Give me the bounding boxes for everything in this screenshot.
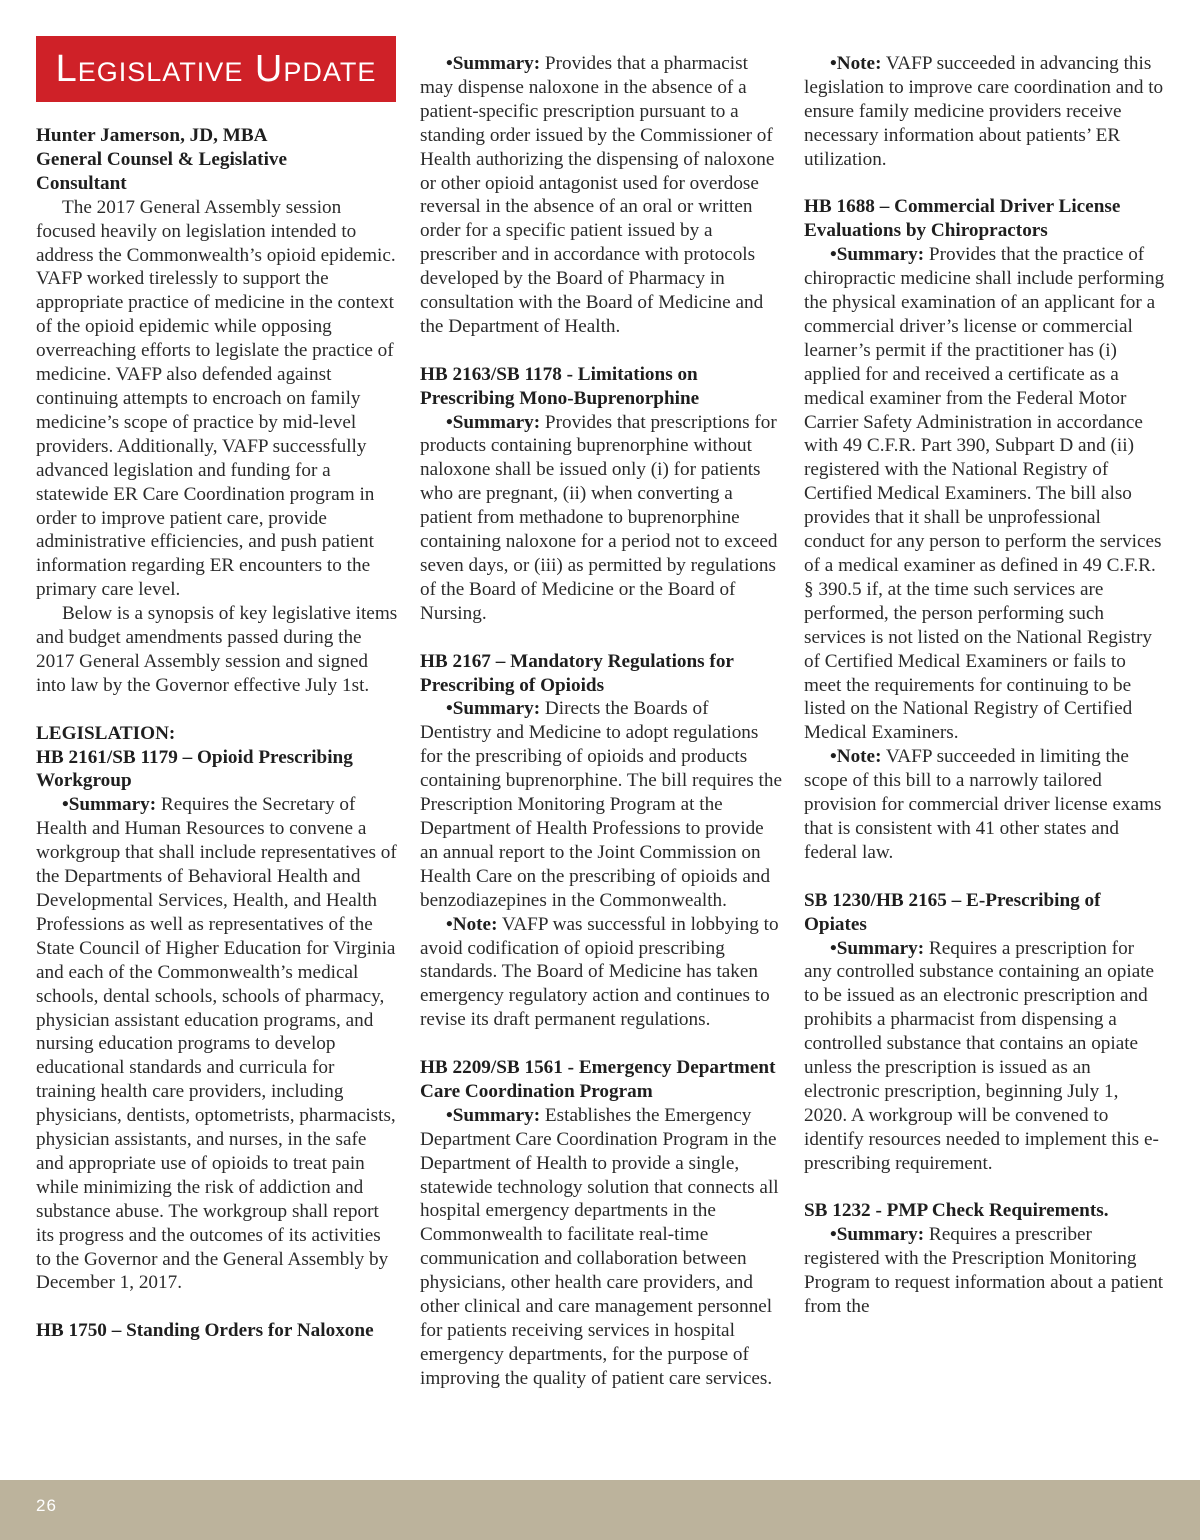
bill-summary-hb2161 xyxy=(36,793,398,1295)
intro-paragraph-1: The 2017 General Assembly session focused heavily on legislation intended to address the Commonwealth’s opioid epidemic. VAFP worked tirelessly to support the appropriate practice of medicine in the context of the opioid epidemic while opposing overreaching efforts to legislate the practice of medicine. VAFP also defended against continuing attempts to encroach on family medicine’s scope of practice by mid-level providers. Additionally, VAFP successfully advanced legislation and funding for a statewide ER Care Coordination program in order to improve patient care, provide administrative efficiencies, and push patient information regarding ER encounters to the primary care level. xyxy=(36,196,396,601)
bill-summary-hb2209 xyxy=(420,1104,782,1391)
author-name: Hunter Jamerson, JD, MBA xyxy=(36,125,268,146)
bill-summary-hb1688 xyxy=(804,243,1166,745)
summary-text: Directs the Boards of Dentistry and Medicine to adopt regulations for the prescribing of opioids and products containing buprenorphine. The bill requires the Prescription Monitoring Program at the Department of Health Professions to provide an annual report to the Joint Commission on Health Care on the prescribing of opioids and benzodiazepines in the Commonwealth. xyxy=(420,698,782,911)
bill-summary-sb1230 xyxy=(804,937,1166,1176)
bill-title-sb1232: SB 1232 - PMP Check Requirements. xyxy=(804,1200,1109,1222)
bill-summary-sb1232 xyxy=(804,1223,1166,1319)
section-banner xyxy=(36,36,396,102)
summary-label: •Summary: xyxy=(446,53,541,74)
bill-title-hb1688: HB 1688 – Commercial Driver License Evaluations by Chiropractors xyxy=(804,196,1121,242)
summary-text: Provides that the practice of chiropractic medicine shall include performing the physical examination of an applicant for a commercial driver’s license or commercial learner’s permit if the practitioner has (i) applied for and received a certificate as a medical examiner from the Federal Motor Carrier Safety Administration in accordance with 49 C.F.R. Part 390, Subpart D and (ii) registered with the National Registry of Certified Medical Examiners. The bill also provides that it shall be unprofessional conduct for any person to perform the services of a medical examiner as defined in 49 C.F.R. § 390.5 if, at the time such services are performed, the person performing such services is not listed on the National Registry of Certified Medical Examiners or fails to meet the requirements for continuing to be listed on the National Registry of Certified Medical Examiners. xyxy=(804,244,1165,744)
bill-note-hb2209 xyxy=(804,52,1166,172)
note-label: •Note: xyxy=(446,913,498,935)
summary-label: •Summary: xyxy=(830,937,925,959)
column-1 xyxy=(36,124,398,1343)
note-text: VAFP was successful in lobbying to avoid codification of opioid prescribing standards. The Board of Medicine has taken emergency regulatory action and continues to revise its draft permanent regulations. xyxy=(420,913,779,1031)
bill-note-hb1688 xyxy=(804,745,1166,865)
bill-summary-hb2163 xyxy=(420,411,782,626)
legislation-heading: LEGISLATION: xyxy=(36,722,176,744)
bill-title-hb2167: HB 2167 – Mandatory Regulations for Prescribing of Opioids xyxy=(420,650,734,696)
bill-summary-hb1750 xyxy=(420,52,782,339)
note-text: VAFP succeeded in limiting the scope of this bill to a narrowly tailored provision for commercial driver license exams that is consistent with 41 other states and federal law. xyxy=(804,746,1162,863)
page-footer xyxy=(0,1480,1200,1540)
column-2 xyxy=(420,52,782,1391)
column-3 xyxy=(804,52,1166,1319)
summary-text: Establishes the Emergency Department Care Coordination Program in the Department of Health to provide a single, statewide technology solution that connects all hospital emergency departments in the Commonwealth to facilitate real-time communication and collaboration between physicians, other health care providers, and other clinical and care management personnel for patients receiving services in hospital emergency departments, for the purpose of improving the quality of patient care services. xyxy=(420,1104,779,1389)
intro-paragraph-2: Below is a synopsis of key legislative items and budget amendments passed during the 2017 General Assembly session and signed into law by the Governor effective July 1st. xyxy=(36,603,398,696)
summary-label: •Summary: xyxy=(62,794,157,816)
note-label: •Note: xyxy=(830,53,882,74)
bill-title-sb1230: SB 1230/HB 2165 – E-Prescribing of Opiates xyxy=(804,889,1101,935)
section-title: Legislative Update xyxy=(55,47,377,90)
bill-title-hb2209: HB 2209/SB 1561 - Emergency Department Care Coordination Program xyxy=(420,1057,776,1102)
summary-text: Requires a prescription for any controlled substance containing an opiate to be issued as an electronic prescription and prohibits a pharmacist from dispensing a controlled substance that contains an opiate unless the prescription is issued as an electronic prescription, beginning July 1, 2020. A workgroup will be convened to identify resources needed to implement this e-prescribing requirement. xyxy=(804,937,1159,1174)
bill-note-hb2167 xyxy=(420,913,782,1033)
summary-label: •Summary: xyxy=(446,411,541,433)
summary-label: •Summary: xyxy=(446,698,541,720)
author-title-line1: General Counsel & Legislative xyxy=(36,148,288,170)
author-title-line2: Consultant xyxy=(36,172,127,194)
summary-text: Requires the Secretary of Health and Human Resources to convene a workgroup that shall include representatives of the Departments of Behavioral Health and Developmental Services, Health, and Health Professions as well as representatives of the State Council of Higher Education for Virginia and each of the Commonwealth’s medical schools, dental schools, schools of pharmacy, physician assistant education programs, and nursing education programs to develop educational standards and curricula for training health care providers, including physicians, dentists, optometrists, pharmacists, physician assistants, and nurses, in the safe and appropriate use of opioids to treat pain while minimizing the risk of addiction and substance abuse. The workgroup shall report its progress and the outcomes of its activities to the Governor and the General Assembly by December 1, 2017. xyxy=(36,794,397,1294)
summary-label: •Summary: xyxy=(446,1104,541,1126)
note-label: •Note: xyxy=(830,746,882,768)
bill-title-hb2161: HB 2161/SB 1179 – Opioid Prescribing Workgroup xyxy=(36,746,353,792)
summary-text: Requires a prescriber registered with the Prescription Monitoring Program to request information about a patient from the xyxy=(804,1224,1164,1318)
summary-text: Provides that prescriptions for products containing buprenorphine without naloxone shall be issued only (i) for patients who are pregnant, (ii) when converting a patient from methadone to buprenorphine containing naloxone for a period not to exceed seven days, or (iii) as permitted by regulations of the Board of Medicine or the Board of Nursing. xyxy=(420,411,778,624)
bill-title-hb1750: HB 1750 – Standing Orders for Naloxone xyxy=(36,1320,374,1342)
bill-summary-hb2167 xyxy=(420,697,782,912)
summary-label: •Summary: xyxy=(830,244,925,266)
bill-title-hb2163: HB 2163/SB 1178 - Limitations on Prescribing Mono-Buprenorphine xyxy=(420,363,700,409)
summary-text: Provides that a pharmacist may dispense naloxone in the absence of a patient-specific prescription pursuant to a standing order issued by the Commissioner of Health authorizing the dispensing of naloxone or other opioid antagonist used for overdose reversal in the absence of an oral or written order for a specific patient issued by a prescriber and in accordance with protocols developed by the Board of Pharmacy in consultation with the Board of Medicine and the Department of Health. xyxy=(420,53,775,337)
page-number: 26 xyxy=(36,1496,57,1515)
summary-label: •Summary: xyxy=(830,1224,925,1246)
note-text: VAFP succeeded in advancing this legislation to improve care coordination and to ensure family medicine providers receive necessary information about patients’ ER utilization. xyxy=(804,53,1164,170)
